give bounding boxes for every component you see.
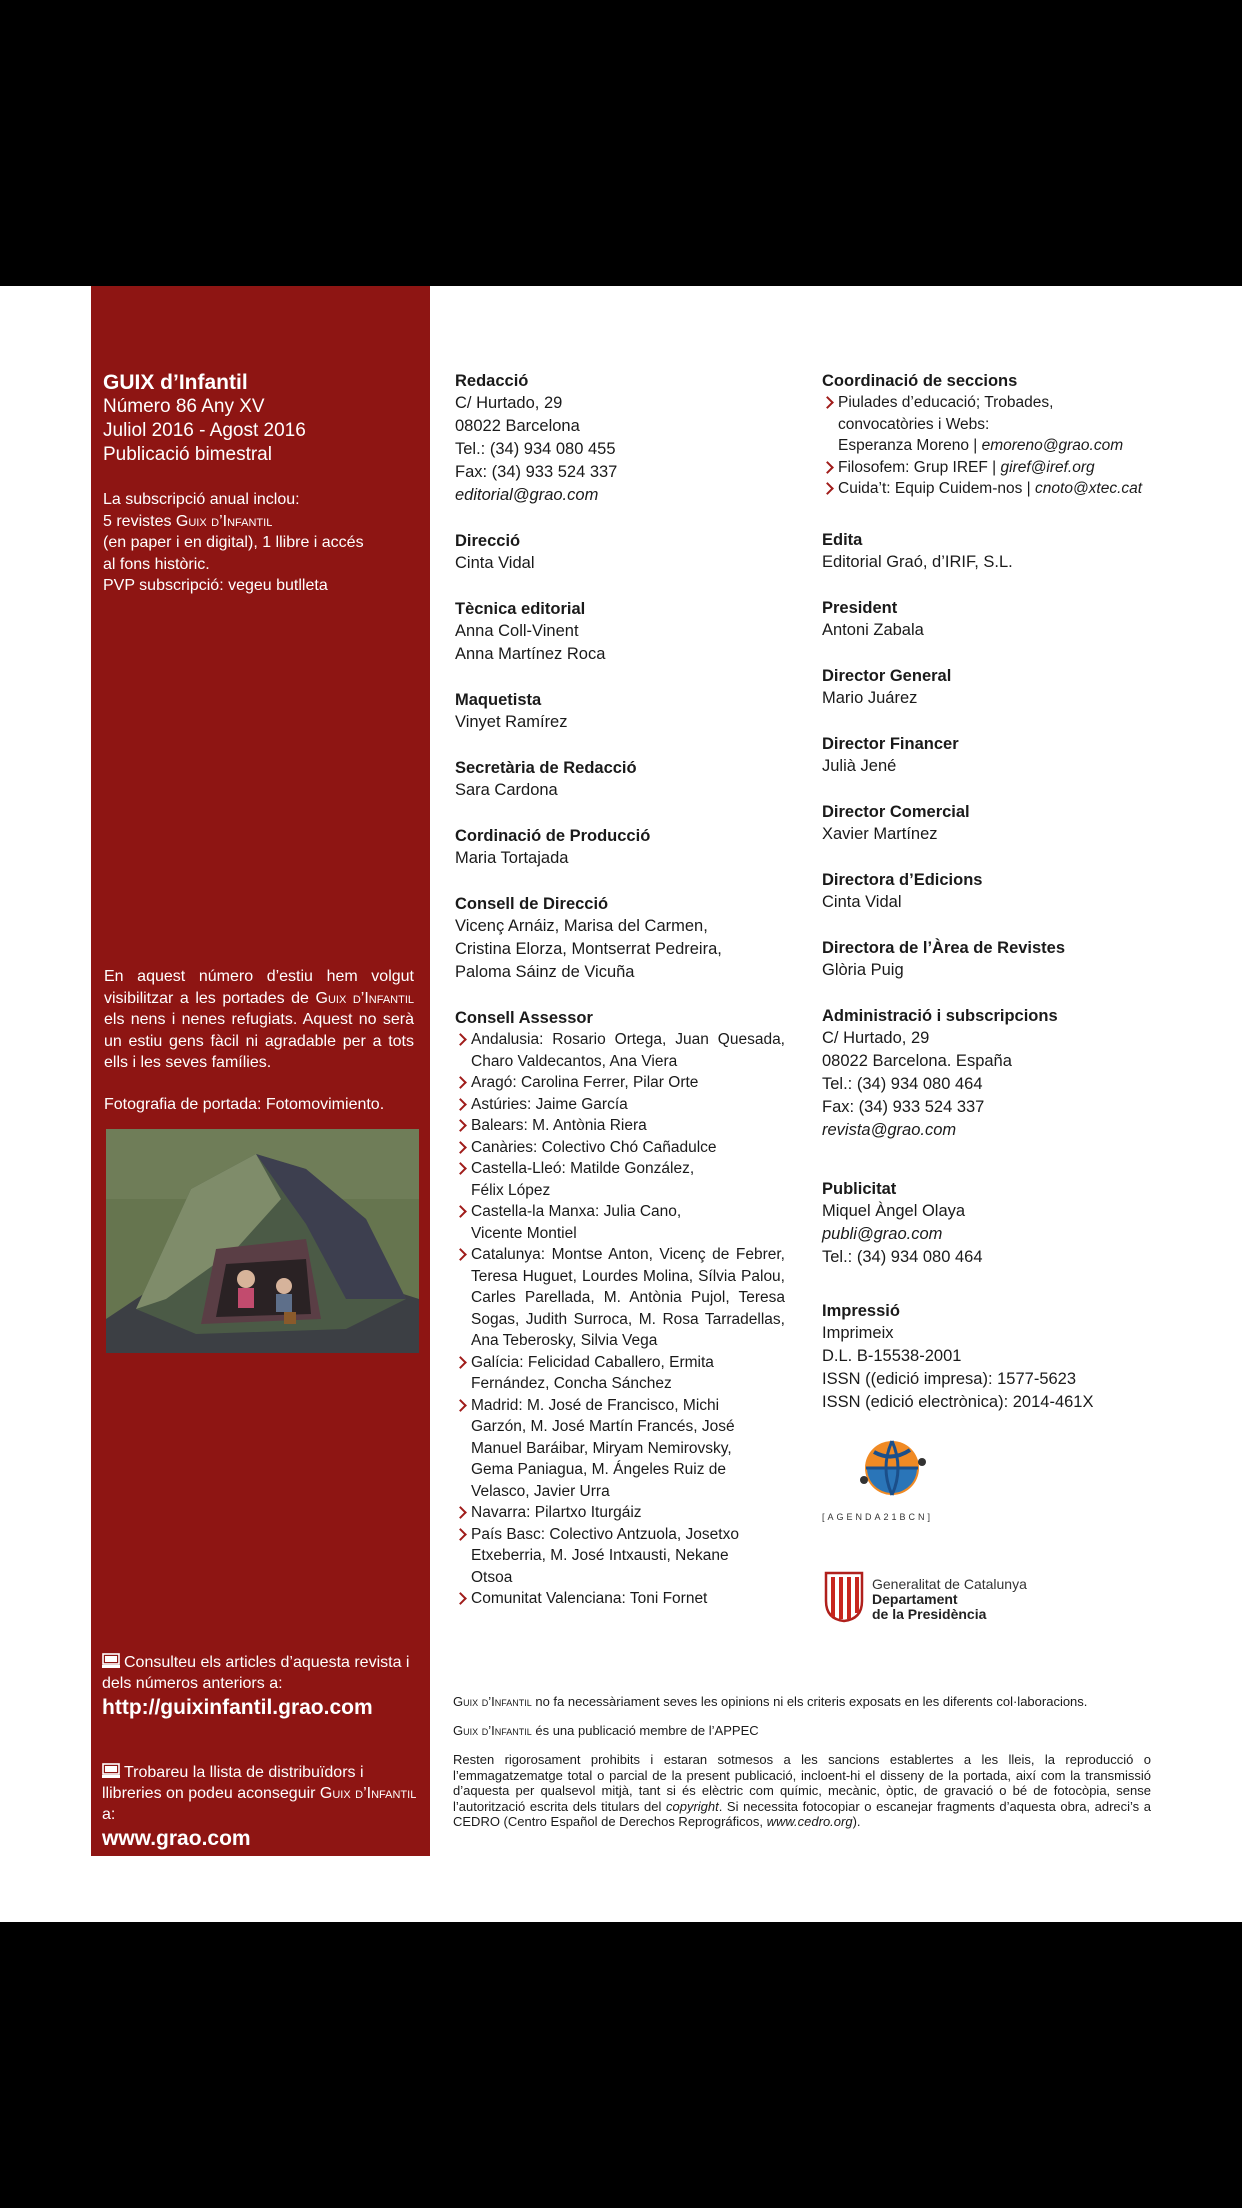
list-item: Aragó: Carolina Ferrer, Pilar Orte (455, 1072, 785, 1094)
section-redaccio: Redacció C/ Hurtado, 29 08022 Barcelona Tel.: (34) 934 080 455 Fax: (34) 933 524 337 editorial@grao.com (455, 370, 785, 507)
frequency: Publicació bimestral (103, 444, 272, 465)
list-item: Canàries: Colectivo Chó Cañadulce (455, 1137, 785, 1159)
editorial-email-link[interactable]: editorial@grao.com (455, 486, 599, 504)
section-directora-edicions: Directora d’Edicions Cinta Vidal (822, 870, 983, 911)
globe-icon (822, 1432, 972, 1512)
agenda21-logo-text: [AGENDA21BCN] (822, 1512, 934, 1522)
issue-number: Número 86 Any XV (103, 396, 265, 417)
catalonia-shield-icon (824, 1571, 864, 1623)
archive-link-block: Consulteu els articles d’aquesta revista i dels números anteriors a: http://guixinfantil.grao.com (102, 1652, 422, 1721)
section-directora-revistes: Directora de l’Àrea de Revistes Glòria Puig (822, 938, 1066, 979)
section-edita: Edita Editorial Graó, d’IRIF, S.L. (822, 530, 1013, 571)
cedro-url-link[interactable]: www.cedro.org (766, 1814, 853, 1829)
photo-credit: Fotografia de portada: Fotomovimiento. (104, 1096, 385, 1113)
section-director-general: Director General Mario Juárez (822, 666, 952, 707)
list-item: Balears: M. Antònia Riera (455, 1115, 785, 1137)
emoreno-email-link[interactable]: emoreno@grao.com (981, 437, 1124, 454)
magazine-masthead (103, 370, 423, 467)
agenda21-logo (822, 1432, 972, 1532)
list-item: Catalunya: Montse Anton, Vicenç de Febrer, Teresa Huguet, Lourdes Molina, Sílvia Palou, Carles Parellada, M. Antònia Pujol, Teresa Sogas, Judith Surroca, M. Rosa Tarradellas, Ana Teberosky, Silvia Vega (455, 1244, 785, 1352)
issue-dates: Juliol 2016 - Agost 2016 (103, 420, 306, 441)
grao-url-link[interactable]: www.grao.com (102, 1827, 251, 1850)
section-direccio: Direcció Cinta Vidal (455, 532, 535, 572)
section-publicitat: Publicitat Miquel Àngel Olaya publi@grao.com Tel.: (34) 934 080 464 (822, 1178, 1152, 1269)
giref-email-link[interactable]: giref@iref.org (1000, 458, 1095, 476)
list-item: Comunitat Valenciana: Toni Fornet (455, 1588, 785, 1610)
footer-disclaimer: Guix d’Infantil no fa necessàriament seves les opinions ni els criteris exposats en les diferents col·laboracions. (453, 1694, 1088, 1709)
publi-email-link[interactable]: publi@grao.com (822, 1224, 943, 1243)
section-impressio: Impressió Imprimeix D.L. B-15538-2001 ISSN ((edició impresa): 1577-5623 ISSN (edició electrònica): 2014-461X (822, 1301, 1094, 1411)
cover-photo (106, 1129, 419, 1353)
computer-icon (102, 1763, 120, 1779)
credits-column-1 (455, 370, 785, 1633)
credits-column-2 (822, 370, 1152, 1437)
magazine-title: GUIX d’Infantil (103, 371, 248, 394)
section-coordinacio-seccions: Coordinació de seccions Piulades d’educació; Trobades, convocatòries i Webs: Esperanza Moreno | emoreno@grao.com Filosofem: Grup IREF | giref@iref.org Cuida’t: Equip Cuidem-nos | cnoto@xtec.cat (822, 370, 1152, 500)
list-item: Andalusia: Rosario Ortega, Juan Quesada, Charo Valdecantos, Ana Viera (455, 1029, 785, 1072)
subscription-info: La subscripció anual inclou: 5 revistes Guix d’Infantil (en paper i en digital), 1 llibre i accés al fons històric. PVP subscripció: vegeu butlleta (103, 491, 364, 594)
cnoto-email-link[interactable]: cnoto@xtec.cat (1035, 480, 1143, 497)
cover-note: En aquest número d’estiu hem volgut visibilitzar a les portades de Guix d’Infantil els nens i nenes refugiats. Aquest no serà un estiu gens fàcil ni agradable per a tots ells i les seves famílies. (104, 968, 415, 1071)
section-secretaria: Secretària de Redacció Sara Cardona (455, 759, 637, 799)
list-item: Castella-Lleó: Matilde González, Félix López (455, 1158, 715, 1201)
list-item: Cuida’t: Equip Cuidem-nos | cnoto@xtec.cat (822, 478, 1152, 500)
section-maquetista: Maquetista Vinyet Ramírez (455, 691, 568, 731)
section-tecnica-editorial: Tècnica editorial Anna Coll-Vinent Anna Martínez Roca (455, 600, 606, 663)
section-cordinacio-produccio: Cordinació de Producció Maria Tortajada (455, 827, 651, 867)
list-item: Galícia: Felicidad Caballero, Ermita Fernández, Concha Sánchez (455, 1352, 755, 1395)
distributors-link-block: Trobareu la llista de distribuïdors i llibreries on podeu aconseguir Guix d’Infantil a: www.grao.com (102, 1762, 422, 1852)
section-consell-direccio: Consell de Direcció Vicenç Arnáiz, Marisa del Carmen, Cristina Elorza, Montserrat Pedreira, Paloma Sáinz de Vicuña (455, 895, 722, 981)
section-director-comercial: Director Comercial Xavier Martínez (822, 802, 970, 843)
list-item: Madrid: M. José de Francisco, Michi Garzón, M. José Martín Francés, José Manuel Baráibar, Miryam Nemirovsky, Gema Paniagua, M. Ángeles Ruiz de Velasco, Javier Urra (455, 1395, 775, 1503)
tent-photo-illustration (106, 1129, 419, 1353)
footer-legal: Resten rigorosament prohibits i estaran sotmesos a les sancions establertes a les lleis, la reproducció o l’emmagatzematge total o parcial de la present publicació, incloent-hi el disseny de la portada, així com la transmissió d’aquesta per qualsevol mitjà, tant si és elèctric com químic, mecànic, òptic, de gravació o bé de fotocòpia, sense l’autorització escrita dels titulars del copyright. Si necessita fotocopiar o escanejar fragments d’aquesta obra, adreci’s a CEDRO (Centro Español de Derechos Reprográficos, www.cedro.org). (453, 1752, 1152, 1829)
revista-email-link[interactable]: revista@grao.com (822, 1120, 957, 1139)
computer-icon (102, 1653, 120, 1669)
page (0, 286, 1242, 1922)
section-director-financer: Director Financer Julià Jené (822, 734, 959, 775)
generalitat-logo: Generalitat de Catalunya Departament de la Presidència (824, 1571, 1054, 1631)
sidebar (91, 286, 430, 1856)
footer-membership: Guix d’Infantil és una publicació membre de l’APPEC (453, 1723, 759, 1738)
list-item: Piulades d’educació; Trobades, convocatòries i Webs: Esperanza Moreno | emoreno@grao.com (822, 392, 1152, 457)
list-item: País Basc: Colectivo Antzuola, Josetxo Etxeberria, M. José Intxausti, Nekane Otsoa (455, 1524, 755, 1589)
list-item: Castella-la Manxa: Julia Cano, Vicente Montiel (455, 1201, 715, 1244)
list-item: Astúries: Jaime García (455, 1094, 785, 1116)
guixinfantil-url-link[interactable]: http://guixinfantil.grao.com (102, 1696, 373, 1719)
list-item: Navarra: Pilartxo Iturgáiz (455, 1502, 785, 1524)
section-president: President Antoni Zabala (822, 598, 924, 639)
list-item: Filosofem: Grup IREF | giref@iref.org (822, 457, 1152, 479)
section-administracio: Administració i subscripcions C/ Hurtado, 29 08022 Barcelona. España Tel.: (34) 934 080 464 Fax: (34) 933 524 337 revista@grao.com (822, 1005, 1152, 1142)
section-consell-assessor: Consell Assessor Andalusia: Rosario Ortega, Juan Quesada, Charo Valdecantos, Ana Viera Aragó: Carolina Ferrer, Pilar Orte Astúries: Jaime García Balears: M. Antònia Riera Canàries: Colectivo Chó Cañadulce Castella-Lleó: Matilde González, Félix López Castella-la Manxa: Julia Cano, Vicente Montiel Catalunya: Montse Anton, Vicenç de Febrer, Teresa Huguet, Lourdes Molina, Sílvia Palou, Carles Parellada, M. Antònia Pujol, Teresa Sogas, Judith Surroca, M. Rosa Tarradellas, Ana Teberosky, Silvia Vega Galícia: Felicidad Caballero, Ermita Fernández, Concha Sánchez Madrid: M. José de Francisco, Michi Garzón, M. José Martín Francés, José Manuel Baráibar, Miryam Nemirovsky, Gema Paniagua, M. Ángeles Ruiz de Velasco, Javier Urra Navarra: Pilartxo Iturgáiz País Basc: Colectivo Antzuola, Josetxo Etxeberria, M. José Intxausti, Nekane Otsoa Comunitat Valenciana: Toni Fornet (455, 1007, 785, 1610)
